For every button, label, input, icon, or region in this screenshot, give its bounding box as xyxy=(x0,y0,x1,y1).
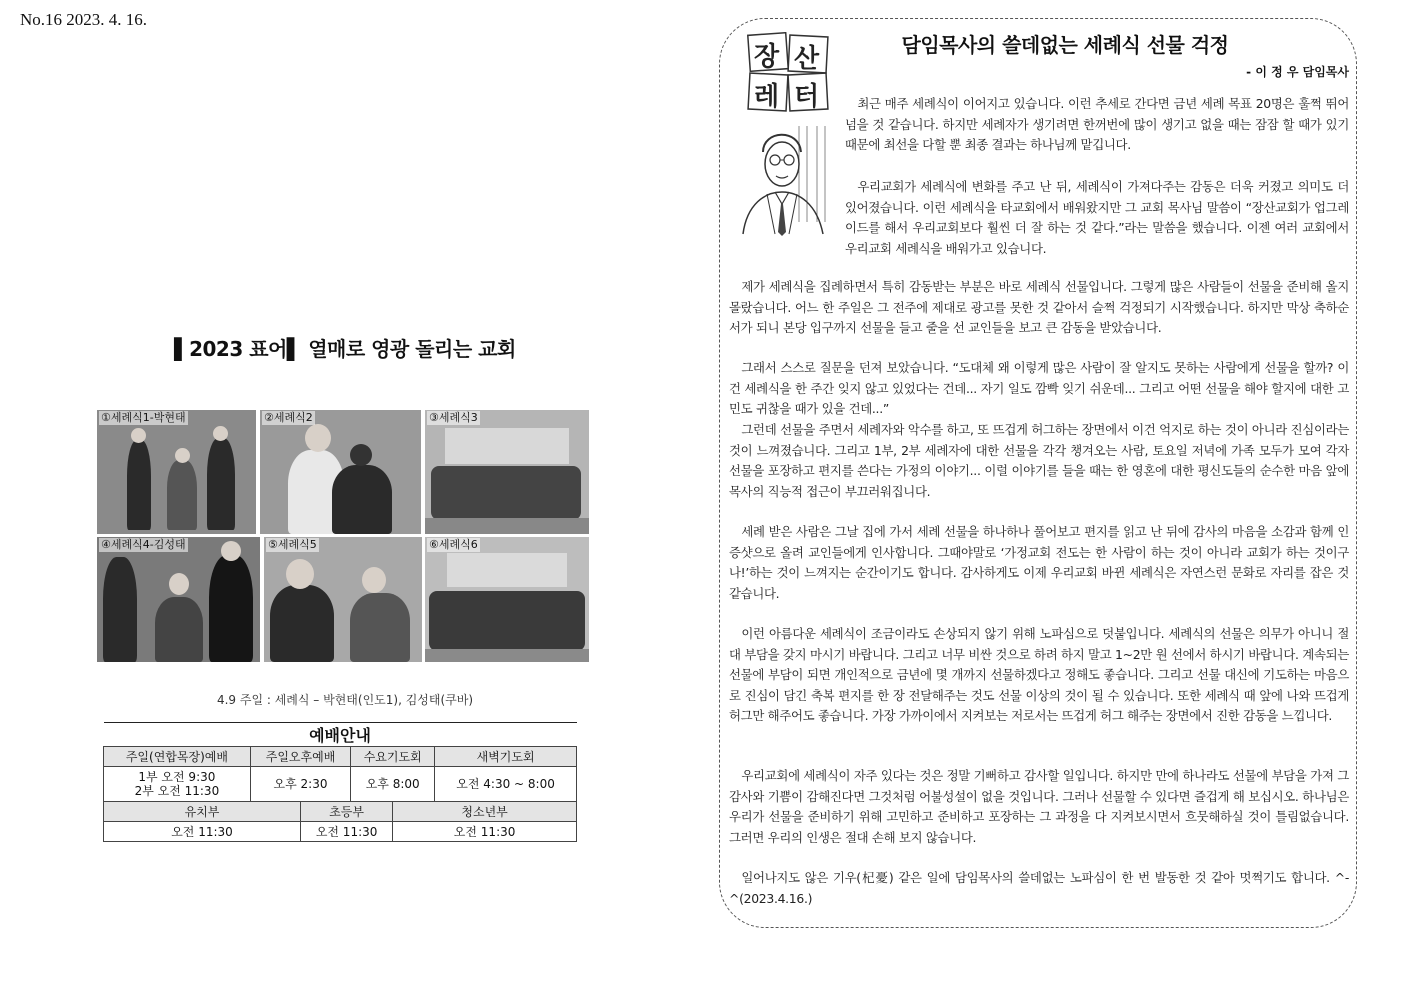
photo-label: ⑥세례식6 xyxy=(429,538,478,551)
pastor-sketch-icon xyxy=(737,122,831,240)
column-paragraph: 이런 아름다운 세례식이 조금이라도 손상되지 않기 위해 노파심으로 덧붙입니다. 세례식의 선물은 의무가 아니니 절대 부담을 갖지 마시기 바랍니다. 그리고 너무 비싼 것으로 하려 하지 말고 1~2만 원 선에서 하시기 바랍니다. 계속되는 선물에 부담이 되면 개인적으로 금년에 몇 개까지 선물하겠다고 정해도 좋습니다. 그리고 선물 대신에 기도하는 마음으로 진심이 담긴 축복 편지를 한 장 전달해주는 것도 선물 이상의 것이 될 수 있습니다. 또한 세례식 때 앞에 나와 뜨겁게 허그만 해주어도 좋습니다. 가장 가까이에서 지켜보는 저로서는 뜨겁게 허그 해주는 장면에서 진한 감동을 느낍니다. xyxy=(729,626,1349,723)
table-cell: 오후 2:30 xyxy=(250,767,350,802)
baptism-photo-6 xyxy=(425,537,589,662)
baptism-photo-2 xyxy=(260,410,421,534)
baptism-photo-1 xyxy=(97,410,256,534)
photo-label: ④세례식4-김성태 xyxy=(101,538,186,551)
table-cell: 오전 4:30 ~ 8:00 xyxy=(435,767,577,802)
photo-label: ②세례식2 xyxy=(264,411,313,424)
column-title: 담임목사의 쓸데없는 세례식 선물 걱정 xyxy=(901,33,1229,57)
column-paragraph: 세례 받은 사람은 그날 집에 가서 세례 선물을 하나하나 풀어보고 편지를 읽고 난 뒤에 감사의 마음을 소감과 함께 인증샷으로 올려 교인들에게 인사합니다. 그때야말로 ‘가정교회 전도는 한 사람이 하는 것이 아니라 교회가 하는 것이구나!’하는 것이 느껴지는 순간이기도 합니다. 감사하게도 이제 우리교회 바뀐 세례식은 자연스런 문화로 자리를 잡은 것 같습니다. xyxy=(729,524,1349,601)
logo-char: 산 xyxy=(794,44,820,74)
table-cell: 오후 8:00 xyxy=(351,767,435,802)
logo-char: 터 xyxy=(794,82,820,112)
column-paragraph: 일어나지도 않은 기우(杞憂) 같은 일에 담임목사의 쓸데없는 노파심이 한 번 발동한 것 같아 멋쩍기도 합니다. ^-^(2023.4.16.) xyxy=(729,870,1349,906)
pastor-portrait-sketch xyxy=(737,122,831,240)
column-paragraph: 제가 세례식을 집례하면서 특히 감동받는 부분은 바로 세례식 선물입니다. 그렇게 많은 사람들이 선물을 준비해 올지 몰랐습니다. 어느 한 주일은 그 전주에 제대로 광고를 못한 것 같아서 슬쩍 걱정되기 시작했습니다. 하지만 막상 축하순서가 되니 본당 입구까지 선물을 들고 줄을 선 교인들을 보고 큰 감동을 받았습니다. xyxy=(729,279,1349,335)
table-cell: 오전 11:30 xyxy=(393,822,577,842)
table-header: 주일오후예배 xyxy=(250,747,350,767)
table-header: 새벽기도회 xyxy=(435,747,577,767)
photo-caption: 4.9 주일 : 세례식 – 박현태(인도1), 김성태(쿠바) xyxy=(216,693,474,707)
column-author: - 이 정 우 담임목사 xyxy=(1246,65,1349,79)
logo-char: 레 xyxy=(754,82,780,112)
column-paragraph: 우리교회에 세례식이 자주 있다는 것은 정말 기뻐하고 감사할 일입니다. 하지만 만에 하나라도 선물에 부담을 가져 그 감사와 기쁨이 감해진다면 그것처럼 어불성설이 없을 것입니다. 그러나 선물할 수 있다면 즐겁게 해 보십시오. 하나님은 우리가 선물을 준비하기 위해 고민하고 준비하고 포장하는 그 과정을 다 지켜보시면서 흐뭇해하실 것이 틀림없습니다. 그러면 우리의 인생은 절대 손해 보지 않습니다. xyxy=(729,768,1349,845)
table-header: 주일(연합목장)예배 xyxy=(104,747,251,767)
column-paragraph: 그런데 선물을 주면서 세례자와 악수를 하고, 또 뜨겁게 허그하는 장면에서 이건 억지로 하는 것이 아니라 진심이라는 것이 느껴졌습니다. 그리고 1부, 2부 세례자에 대한 선물을 각각 챙겨오는 사람, 토요일 저녁에 가족 모두가 모여 각자 선물을 포장하고 편지를 쓴다는 가정의 이야기... 이럴 이야기를 들을 때는 한 영혼에 대한 평신도들의 순수한 마음 앞에 목사의 직능적 접근이 부끄러워집니다. xyxy=(729,422,1349,499)
worship-schedule-title: 예배안내 xyxy=(104,723,577,747)
logo-char: 장 xyxy=(754,42,780,72)
table-header: 유치부 xyxy=(104,802,301,822)
church-motto: ▌2023 표어▌ 열매로 영광 돌리는 교회 xyxy=(174,337,516,361)
photo-label: ⑤세례식5 xyxy=(268,538,317,551)
worship-schedule-table xyxy=(103,722,577,842)
baptism-photo-grid xyxy=(97,410,589,662)
photo-label: ③세례식3 xyxy=(429,411,478,424)
baptism-photo-5 xyxy=(264,537,422,662)
table-header: 초등부 xyxy=(301,802,393,822)
table-header: 수요기도회 xyxy=(351,747,435,767)
column-paragraph: 그래서 스스로 질문을 던져 보았습니다. “도대체 왜 이렇게 많은 사람이 잘 알지도 못하는 사람에게 선물을 할까? 이건 세례식을 한 주간 잊지 않고 있었다는 건데... 자기 일도 깜빡 잊기 쉬운데... 그리고 어떤 선물을 해야 할지에 대한 고민도 귀찮을 때가 있을 건데...” xyxy=(729,360,1349,416)
jangsan-letter-logo xyxy=(747,32,831,112)
baptism-photo-3 xyxy=(425,410,589,534)
table-cell: 오전 11:30 xyxy=(104,822,301,842)
column-paragraph: 최근 매주 세례식이 이어지고 있습니다. 이런 추세로 간다면 금년 세례 목표 20명은 훌쩍 뛰어넘을 것 같습니다. 하지만 세례자가 생기려면 한꺼번에 많이 생기고 없을 때는 잠잠 할 때가 있기 때문에 최선을 다할 뿐 최종 결과는 하나님께 맡깁니다. xyxy=(845,96,1349,152)
table-cell: 1부 오전 9:30 2부 오전 11:30 xyxy=(104,767,251,802)
column-paragraph: 우리교회가 세례식에 변화를 주고 난 뒤, 세례식이 가져다주는 감동은 더욱 커졌고 의미도 더 있어졌습니다. 이런 세례식을 타교회에서 배워왔지만 그 교회 목사님 말씀이 “장산교회가 업그레이드를 해서 우리교회보다 훨씬 더 잘 하는 것 같다.”라는 말씀을 했습니다. 이젠 여러 교회에서 우리교회 세례식을 배워가고 있습니다. xyxy=(845,179,1349,256)
issue-line: No.16 2023. 4. 16. xyxy=(20,10,148,29)
baptism-photo-4 xyxy=(97,537,260,662)
table-header: 청소년부 xyxy=(393,802,577,822)
table-cell: 오전 11:30 xyxy=(301,822,393,842)
photo-label: ①세례식1-박현태 xyxy=(101,411,186,424)
